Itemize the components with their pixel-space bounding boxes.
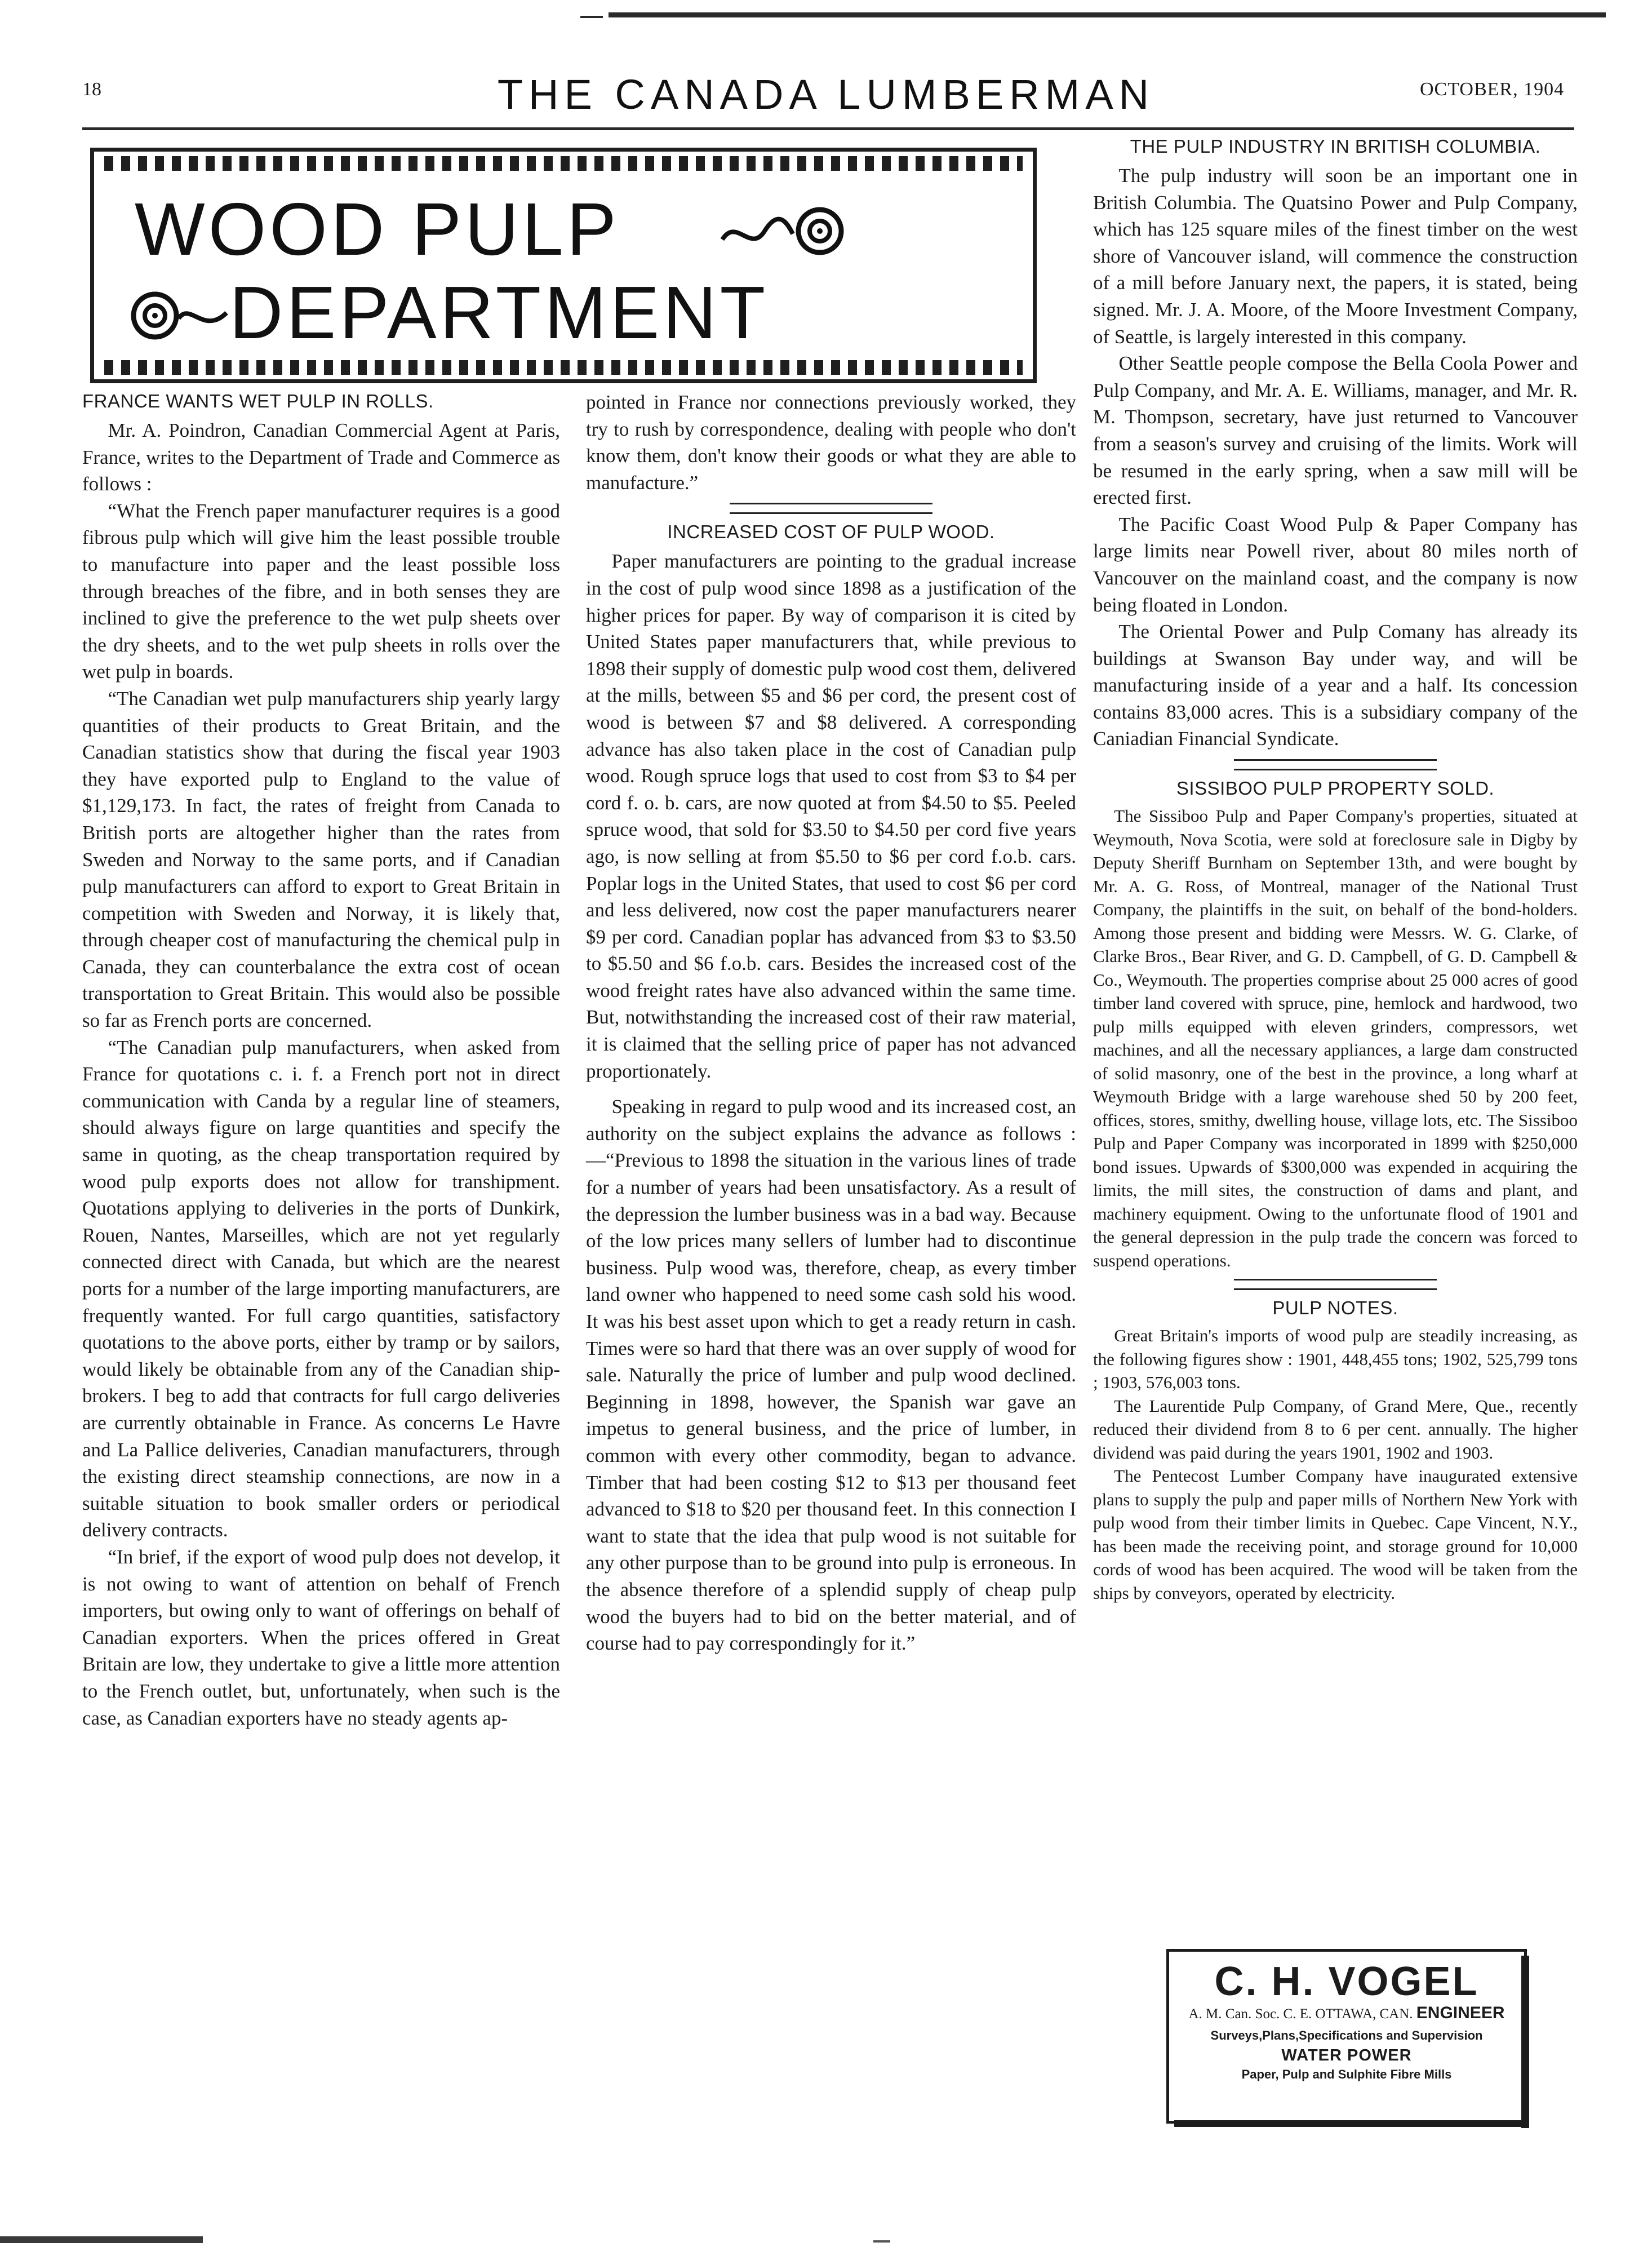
column-3 <box>1093 134 1578 1605</box>
article-paragraph: “What the French paper manufacturer requires is a good fibrous pulp which will give him the least possible trouble to manufacture into paper and the least possible loss through breaches of the fibre, and in both senses they are inclined to give the preference to the wet pulp sheets over the dry sheets, and to the wet pulp sheets in rolls over the wet pulp in boards. <box>82 499 560 683</box>
department-banner <box>90 148 1037 383</box>
article-paragraph: “The Canadian pulp manufacturers, when asked from France for quotations c. i. f. a French port not in direct communication with Canda by a regular line of steamers, should always figure on large quantities and specify the same in quoting, as the cheap transportation required by wood pulp exports does not allow for transhipment. Quotations applying to deliveries in the ports of Dunkirk, Rouen, Nantes, Marseilles, which are not yet regularly connected direct with Canada, but which are the nearest ports for a number of the large importing manufacturers, are frequently wanted. For full cargo quantities, satisfactory quotations to the above ports, either by tramp or by sailors, would likely be obtainable from any of the Canadian ship-brokers. I beg to add that contracts for full cargo deliveries are currently obtainable in France. As concerns Le Havre and La Pallice deliveries, Canadian manufacturers, through the existing direct steamship connections, are now in a suitable situation to book smaller orders or periodical delivery contracts. <box>82 1036 560 1541</box>
article-heading: SISSIBOO PULP PROPERTY SOLD. <box>1176 778 1495 799</box>
ad-credentials <box>1169 2005 1524 2023</box>
scan-edge-mark <box>0 2236 203 2243</box>
issue-date: OCTOBER, 1904 <box>1420 79 1565 100</box>
journal-title: THE CANADA LUMBERMAN <box>497 71 1155 118</box>
ad-services: Surveys,Plans,Specifications and Supervision <box>1210 2028 1483 2042</box>
article-paragraph: Other Seattle people compose the Bella Coola Power and Pulp Company, and Mr. A. E. Williams, manager, and Mr. R. M. Thompson, secretary, have just returned to Vancouver from a season's survey and cruising of the limits. Work will be resumed in the early spring, when a saw mill will be erected first. <box>1093 352 1578 509</box>
article-heading: FRANCE WANTS WET PULP IN ROLLS. <box>82 391 434 411</box>
banner-border-ornament <box>104 156 1023 171</box>
section-divider <box>730 503 932 514</box>
ad-name: C. H. VOGEL <box>1214 1959 1479 2004</box>
engineer-advertisement <box>1166 1949 1527 2124</box>
note-paragraph: The Laurentide Pulp Company, of Grand Mere, Que., recently reduced their dividend from 8 to 6 per cent. annually. The higher dividend was paid during the years 1901, 1902 and 1903. <box>1093 1395 1578 1463</box>
article-heading: INCREASED COST OF PULP WOOD. <box>667 521 995 543</box>
ad-specialty-detail: Paper, Pulp and Sulphite Fibre Mills <box>1241 2067 1452 2081</box>
swirl-ornament-icon <box>128 285 229 347</box>
ad-society: A. M. Can. Soc. C. E. <box>1188 2006 1312 2022</box>
ad-location: OTTAWA, CAN. <box>1315 2006 1413 2022</box>
article-paragraph: The Sissiboo Pulp and Paper Company's properties, situated at Weymouth, Nova Scotia, were sold at foreclosure sale in Digby by Deputy Sheriff Burnham on September 13th, and were bought by Mr. A. G. Ross, of Montreal, manager of the National Trust Company, the plaintiffs in the suit, on behalf of the bond-holders. Among those present and bidding were Messrs. W. G. Clarke, of Clarke Bros., Bear River, and G. D. Campbell, of G. D. Campbell & Co., Weymouth. The properties comprise about 25 000 acres of good timber land covered with spruce, pine, hemlock and hardwood, two pulp mills equipped with eleven grinders, compressors, wet machines, and all the necessary appliances, a large dam constructed of solid masonry, one of the best in the province, a long wharf at Weymouth Bridge with a large warehouse shed 50 by 200 feet, offices, stores, smithy, dwelling house, village lots, etc. The Sissiboo Pulp and Paper Company was incorporated in 1899 with $250,000 bond issues. Upwards of $300,000 was expended in acquiring the limits, the mill sites, the construction of dams and plant, and machinery equipment. Owing to the unfortunate flood of 1901 and the general depression in the pulp trade the concern was forced to suspend operations. <box>1093 806 1578 1270</box>
section-divider <box>1234 759 1437 770</box>
banner-title-line-2: DEPARTMENT <box>229 271 769 354</box>
banner-title-line-1: WOOD PULP <box>135 188 620 271</box>
article-paragraph: The pulp industry will soon be an important one in British Columbia. The Quatsino Power and Pulp Company, which has 125 square miles of the finest timber on the west shore of Vancouver island, will commence the construction of a mill before January next, the papers, it is stated, being signed. Mr. J. A. Moore, of the Moore Investment Company, of Seattle, is largely interested in this company. <box>1093 165 1578 348</box>
ad-role: ENGINEER <box>1416 2004 1505 2022</box>
article-paragraph: The Pacific Coast Wood Pulp & Paper Company has large limits near Powell river, about 80 miles north of Vancouver on the mainland coast, and the company is now being floated in London. <box>1093 513 1578 616</box>
article-paragraph: “The Canadian wet pulp manufacturers ship yearly largy quantities of their products to Great Britain, and the Canadian statistics show that during the fiscal year 1903 they have exported pulp to England to the value of $1,129,173. In fact, the rates of freight from Canada to British ports are altogether higher than the rates from Sweden and Norway to the same ports, and if Canadian pulp manufacturers can afford to export to Great Britain in competition with Sweden and Norway, it is likely that, through cheaper cost of manufacturing the chemical pulp in Canada, they can counterbalance the extra cost of ocean transportation to Great Britain. This would also be possible so far as French ports are concerned. <box>82 687 560 1032</box>
scan-edge-mark <box>580 16 603 18</box>
article-paragraph: Mr. A. Poindron, Canadian Commercial Agent at Paris, France, writes to the Department of Trade and Commerce as follows : <box>82 419 560 495</box>
article-paragraph: Speaking in regard to pulp wood and its increased cost, an authority on the subject explains the advance as follows :—“Previous to 1898 the situation in the various lines of trade for a number of years had been unsatisfactory. As a result of the depression the lumber business was in a bad way. Because of the low prices many sellers of lumber had to discontinue business. Pulp wood was, therefore, cheap, as every timber land owner who happened to need some cash sold his wood. It was his best asset upon which to get a ready return in cash. Times were so hard that there was an over supply of wood for sale. Naturally the price of lumber and pulp wood declined. Beginning in 1898, however, the Spanish war gave an impetus to general business, and the price of lumber, in common with every other commodity, began to advance. Timber that had been costing $12 to $13 per thousand feet advanced to $18 to $20 per thousand feet. In this connection I want to state that the idea that pulp wood is not suitable for any other purpose than to be ground into pulp is erroneous. In the absence therefore of a splendid supply of cheap pulp wood the buyers had to bid on the better material, and of course had to pay correspondingly for it.” <box>586 1096 1076 1655</box>
section-divider <box>1234 1279 1437 1290</box>
ad-specialty: WATER POWER <box>1281 2046 1412 2064</box>
page-number: 18 <box>82 79 101 100</box>
column-2 <box>586 389 1076 1657</box>
article-continuation: pointed in France nor connections previously worked, they try to rush by correspondence, dealing with people who don't know them, don't know their goods or what they are able to manufacture.” <box>586 391 1076 494</box>
scan-edge-mark <box>873 2240 890 2243</box>
banner-border-ornament <box>104 360 1023 375</box>
column-1 <box>82 389 560 1731</box>
note-paragraph: Great Britain's imports of wood pulp are steadily increasing, as the following figures show : 1901, 448,455 tons; 1902, 525,799 tons ; 1903, 576,003 tons. <box>1093 1326 1578 1393</box>
article-paragraph: “In brief, if the export of wood pulp does not develop, it is not owing to want of attention on behalf of French importers, but owing only to want of offerings on behalf of Canadian exporters. When the prices offered in Great Britain are low, they undertake to give a little more attention to the French outlet, but, unfortunately, when such is the case, as Canadian exporters have no steady agents ap- <box>82 1545 560 1729</box>
swirl-ornament-icon <box>720 200 849 262</box>
header-rule <box>82 127 1574 130</box>
article-heading: THE PULP INDUSTRY IN BRITISH COLUMBIA. <box>1130 136 1541 157</box>
scan-edge-rule <box>609 12 1606 17</box>
article-paragraph: The Oriental Power and Pulp Comany has already its buildings at Swanson Bay under way, and will be manufacturing inside of a year and a half. Its concession contains 83,000 acres. This is a subsidiary company of the Caniadian Financial Syndicate. <box>1093 621 1578 750</box>
note-paragraph: The Pentecost Lumber Company have inaugurated extensive plans to supply the pulp and paper mills of Northern New York with pulp wood from their timber limits in Quebec. Cape Vincent, N.Y., has been made the receiving point, and storage ground for 10,000 cords of wood has been acquired. The wood will be taken from the ships by conveyors, operated by electricity. <box>1093 1466 1578 1603</box>
article-paragraph: Paper manufacturers are pointing to the gradual increase in the cost of pulp wood since 1898 as a justification of the higher prices for paper. By way of comparison it is cited by United States paper manufacturers that, while previous to 1898 their supply of domestic pulp wood cost them, delivered at the mills, between $5 and $6 per cord, the present cost of wood is between $7 and $8 delivered. A corresponding advance has also taken place in the cost of Canadian pulp wood. Rough spruce logs that used to cost from $3 to $4 per cord f. o. b. cars, are now quoted at from $4.50 to $5. Peeled spruce wood, that sold for $3.50 to $4.50 per cord five years ago, is now selling at from $5.50 to $6 per cord f.o.b. cars. Poplar logs in the United States, that used to cost $6 per cord and less delivered, now cost the paper manufacturers nearer $9 per cord. Canadian poplar has advanced from $3 to $3.50 to $5.50 and $6 f.o.b. cars. Besides the increased cost of the wood freight rates have also advanced within the same time. But, notwithstanding the increased cost of their raw material, it is claimed that the selling price of paper has not advanced proportionately. <box>586 550 1076 1082</box>
article-heading: PULP NOTES. <box>1272 1297 1398 1319</box>
